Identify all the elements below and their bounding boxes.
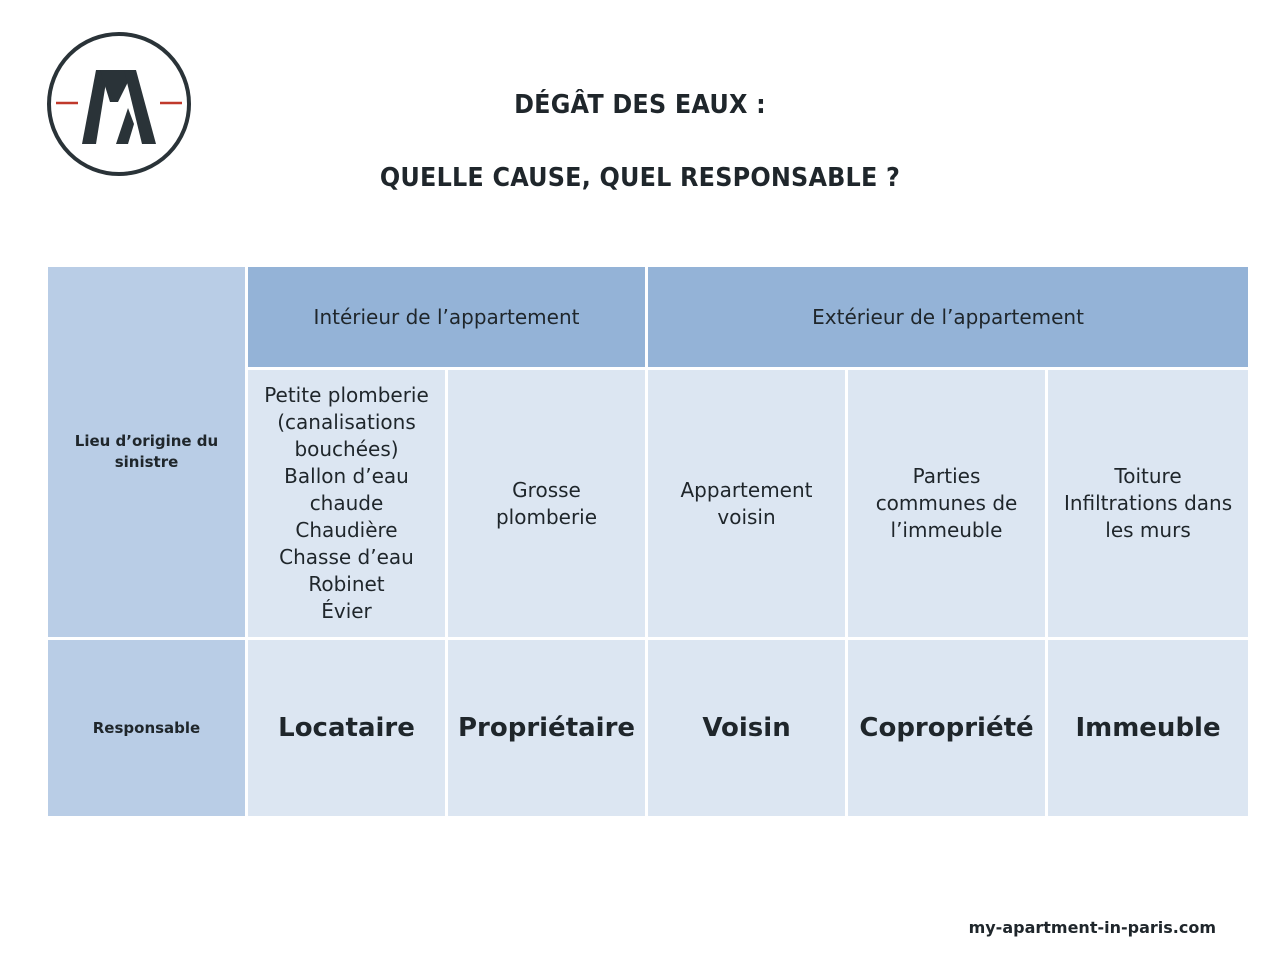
origin-line: l’immeuble bbox=[890, 518, 1003, 542]
water-damage-table bbox=[45, 264, 1251, 819]
group-header-interior: Intérieur de l’appartement bbox=[247, 266, 647, 369]
origin-line: communes de bbox=[875, 491, 1018, 515]
origin-line: chaude bbox=[309, 491, 384, 515]
origin-line: Ballon d’eau bbox=[284, 464, 409, 488]
group-header-exterior: Extérieur de l’appartement bbox=[647, 266, 1250, 369]
origin-line: Évier bbox=[321, 599, 372, 623]
responsible-tenant: Locataire bbox=[247, 639, 447, 818]
origin-line: Chaudière bbox=[295, 518, 398, 542]
origin-cell-small-plumbing bbox=[247, 369, 447, 639]
responsible-owner: Propriétaire bbox=[447, 639, 647, 818]
origin-line: les murs bbox=[1105, 518, 1191, 542]
responsible-neighbor: Voisin bbox=[647, 639, 847, 818]
responsible-co-ownership: Copropriété bbox=[847, 639, 1047, 818]
origin-line: Toiture bbox=[1114, 464, 1182, 488]
origin-line: voisin bbox=[717, 504, 776, 529]
page-title-line-1: DÉGÂT DES EAUX : bbox=[514, 90, 766, 120]
origin-line: Parties bbox=[912, 464, 981, 488]
origin-cell-roof bbox=[1047, 369, 1250, 639]
origin-line: Grosse bbox=[512, 477, 581, 502]
origin-line: Appartement bbox=[680, 477, 813, 502]
responsible-building: Immeuble bbox=[1047, 639, 1250, 818]
footer-site-url: my-apartment-in-paris.com bbox=[968, 918, 1216, 937]
origin-line: Chasse d’eau bbox=[279, 545, 414, 569]
table-header-row bbox=[47, 266, 1250, 369]
origin-line: plomberie bbox=[495, 504, 598, 529]
origin-line: Infiltrations dans bbox=[1063, 491, 1233, 515]
row-label-responsible: Responsable bbox=[47, 639, 247, 818]
origin-cell-big-plumbing bbox=[447, 369, 647, 639]
origin-line: bouchées) bbox=[294, 437, 399, 461]
origin-line: (canalisations bbox=[277, 410, 416, 434]
origin-cell-neighbor-apartment bbox=[647, 369, 847, 639]
origin-line: Petite plomberie bbox=[264, 383, 429, 407]
page-title-line-2: QUELLE CAUSE, QUEL RESPONSABLE ? bbox=[379, 163, 901, 193]
origin-cell-common-parts bbox=[847, 369, 1047, 639]
table-row-responsibles bbox=[47, 639, 1250, 818]
row-label-origin: Lieu d’origine du sinistre bbox=[47, 266, 247, 639]
origin-line: Robinet bbox=[308, 572, 385, 596]
